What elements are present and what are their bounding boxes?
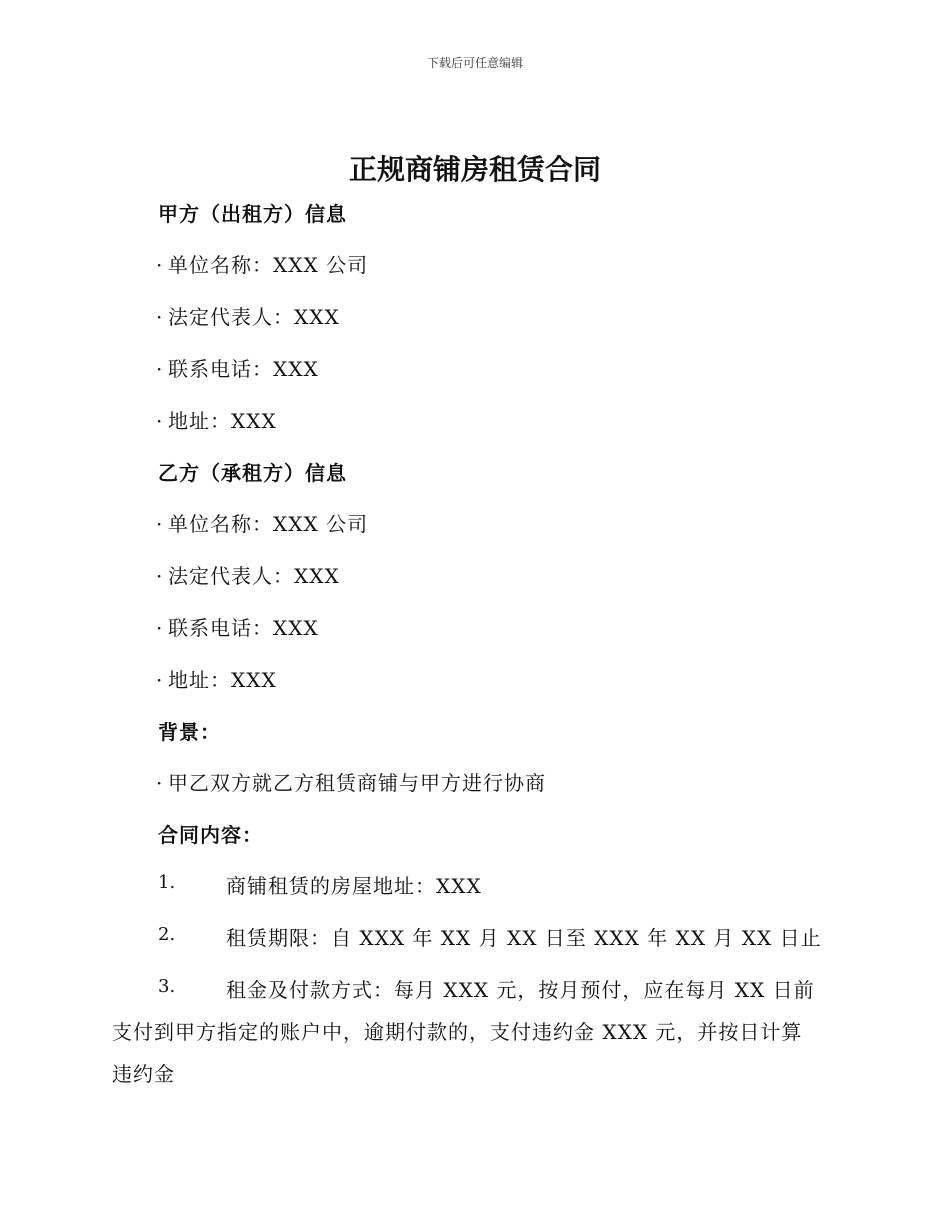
bullet-dot: · xyxy=(156,668,164,692)
party-b-item-phone xyxy=(156,612,319,641)
clause-1-text: 商铺租赁的房屋地址：XXX xyxy=(226,874,482,898)
party-a-heading: 甲方（出租方）信息 xyxy=(158,202,347,226)
background-item-text: 甲乙双方就乙方租赁商铺与甲方进行协商 xyxy=(168,771,546,795)
background-item xyxy=(156,767,546,796)
clause-3-text: 租金及付款方式：每月 XXX 元，按月预付，应在每月 XX 日前 xyxy=(226,978,815,1002)
party-a-item-text: 法定代表人：XXX xyxy=(168,305,340,329)
party-a-item-address xyxy=(156,405,277,434)
clause-2-number: 2. xyxy=(158,924,176,945)
clause-2-text: 租赁期限：自 XXX 年 XX 月 XX 日至 XXX 年 XX 月 XX 日止 xyxy=(226,926,822,950)
party-b-item-text: 单位名称：XXX 公司 xyxy=(168,512,369,536)
bullet-dot: · xyxy=(156,305,164,329)
header-note: 下载后可任意编辑 xyxy=(426,56,523,70)
bullet-dot: · xyxy=(156,616,164,640)
party-a-item-text: 单位名称：XXX 公司 xyxy=(168,253,369,277)
party-a-item-phone xyxy=(156,353,319,382)
party-a-item-text: 联系电话：XXX xyxy=(168,357,319,381)
document-title: 正规商铺房租赁合同 xyxy=(348,153,601,186)
party-b-heading: 乙方（承租方）信息 xyxy=(158,461,347,485)
bullet-dot: · xyxy=(156,564,164,588)
clause-3-continuation-line-1: 支付到甲方指定的账户中，逾期付款的，支付违约金 XXX 元，并按日计算 xyxy=(112,1020,803,1044)
bullet-dot: · xyxy=(156,512,164,536)
party-b-item-text: 联系电话：XXX xyxy=(168,616,319,640)
bullet-dot: · xyxy=(156,253,164,277)
clause-3-number: 3. xyxy=(158,976,176,997)
party-a-item-name xyxy=(156,249,368,278)
party-b-item-text: 地址：XXX xyxy=(168,668,277,692)
party-a-item-text: 地址：XXX xyxy=(168,409,277,433)
bullet-dot: · xyxy=(156,409,164,433)
party-b-item-representative xyxy=(156,560,340,589)
bullet-dot: · xyxy=(156,771,164,795)
contract-heading: 合同内容： xyxy=(158,823,263,847)
party-b-item-name xyxy=(156,508,368,537)
party-b-item-address xyxy=(156,664,277,693)
party-a-item-representative xyxy=(156,301,340,330)
background-heading: 背景： xyxy=(158,720,221,744)
party-b-item-text: 法定代表人：XXX xyxy=(168,564,340,588)
clause-1-number: 1. xyxy=(158,872,176,893)
bullet-dot: · xyxy=(156,357,164,381)
clause-3-continuation-line-2: 违约金 xyxy=(112,1062,175,1086)
